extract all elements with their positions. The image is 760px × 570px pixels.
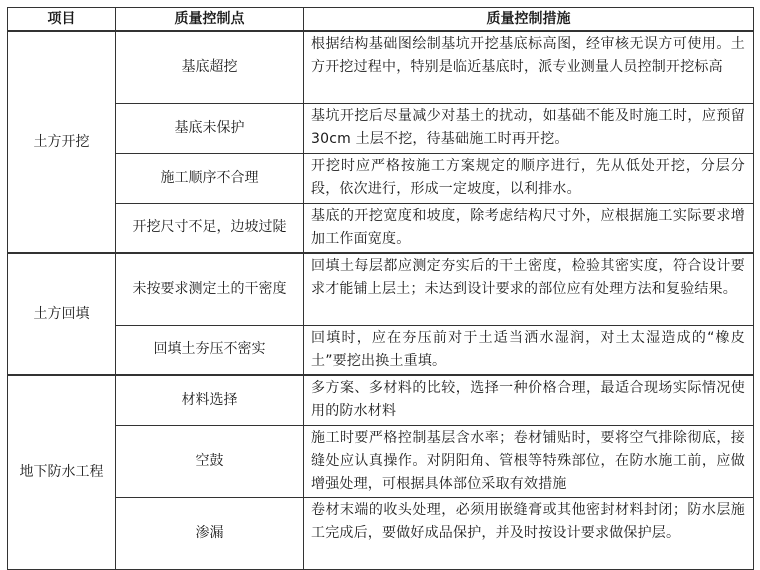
control-point-cell: 开挖尺寸不足，边坡过陡 [116,203,304,253]
control-point-cell: 基底未保护 [116,103,304,153]
control-point-cell: 未按要求测定土的干密度 [116,253,304,325]
control-point-cell: 渗漏 [116,497,304,569]
table-row [8,103,754,153]
project-cell: 土方回填 [8,253,116,375]
control-measure-cell: 根据结构基础图绘制基坑开挖基底标高图，经审核无误方可使用。土方开挖过程中，特别是临近基底时，派专业测量人员控制开挖标高 [304,31,754,103]
control-point-cell: 空鼓 [116,425,304,497]
control-point-cell: 施工顺序不合理 [116,153,304,203]
table-row [8,375,754,425]
table-row [8,31,754,103]
control-measure-cell: 基底的开挖宽度和坡度，除考虑结构尺寸外，应根据施工实际要求增加工作面宽度。 [304,203,754,253]
header-control-point: 质量控制点 [116,8,304,32]
header-project: 项目 [8,8,116,32]
table-row [8,325,754,375]
control-point-cell: 回填土夯压不密实 [116,325,304,375]
control-measure-cell: 施工时要严格控制基层含水率；卷材铺贴时，要将空气排除彻底，接缝处应认真操作。对阴阳角、管根等特殊部位，在防水施工前，应做增强处理，可根据具体部位采取有效措施 [304,425,754,497]
control-measure-cell: 多方案、多材料的比较，选择一种价格合理，最适合现场实际情况使用的防水材料 [304,375,754,425]
control-measure-cell: 回填时，应在夯压前对于土适当洒水湿润，对土太湿造成的“橡皮土”要挖出换土重填。 [304,325,754,375]
table-row [8,253,754,325]
table-header-row [8,8,754,32]
control-measure-cell: 回填土每层都应测定夯实后的干土密度，检验其密实度，符合设计要求才能铺上层土；未达到设计要求的部位应有处理方法和复验结果。 [304,253,754,325]
table-row [8,203,754,253]
table-row [8,153,754,203]
project-cell: 土方开挖 [8,31,116,253]
control-point-cell: 基底超挖 [116,31,304,103]
table-row [8,425,754,497]
control-measure-cell: 基坑开挖后尽量减少对基土的扰动，如基础不能及时施工时，应预留 30cm 土层不挖，待基础施工时再开挖。 [304,103,754,153]
project-cell: 地下防水工程 [8,375,116,569]
quality-control-table-container [7,7,754,570]
control-measure-cell: 开挖时应严格按施工方案规定的顺序进行，先从低处开挖，分层分段，依次进行，形成一定坡度，以利排水。 [304,153,754,203]
control-point-cell: 材料选择 [116,375,304,425]
control-measure-cell: 卷材末端的收头处理，必须用嵌缝膏或其他密封材料封闭；防水层施工完成后，要做好成品保护，并及时按设计要求做保护层。 [304,497,754,569]
table-row [8,497,754,569]
header-control-measure: 质量控制措施 [304,8,754,32]
quality-control-table [7,7,754,570]
